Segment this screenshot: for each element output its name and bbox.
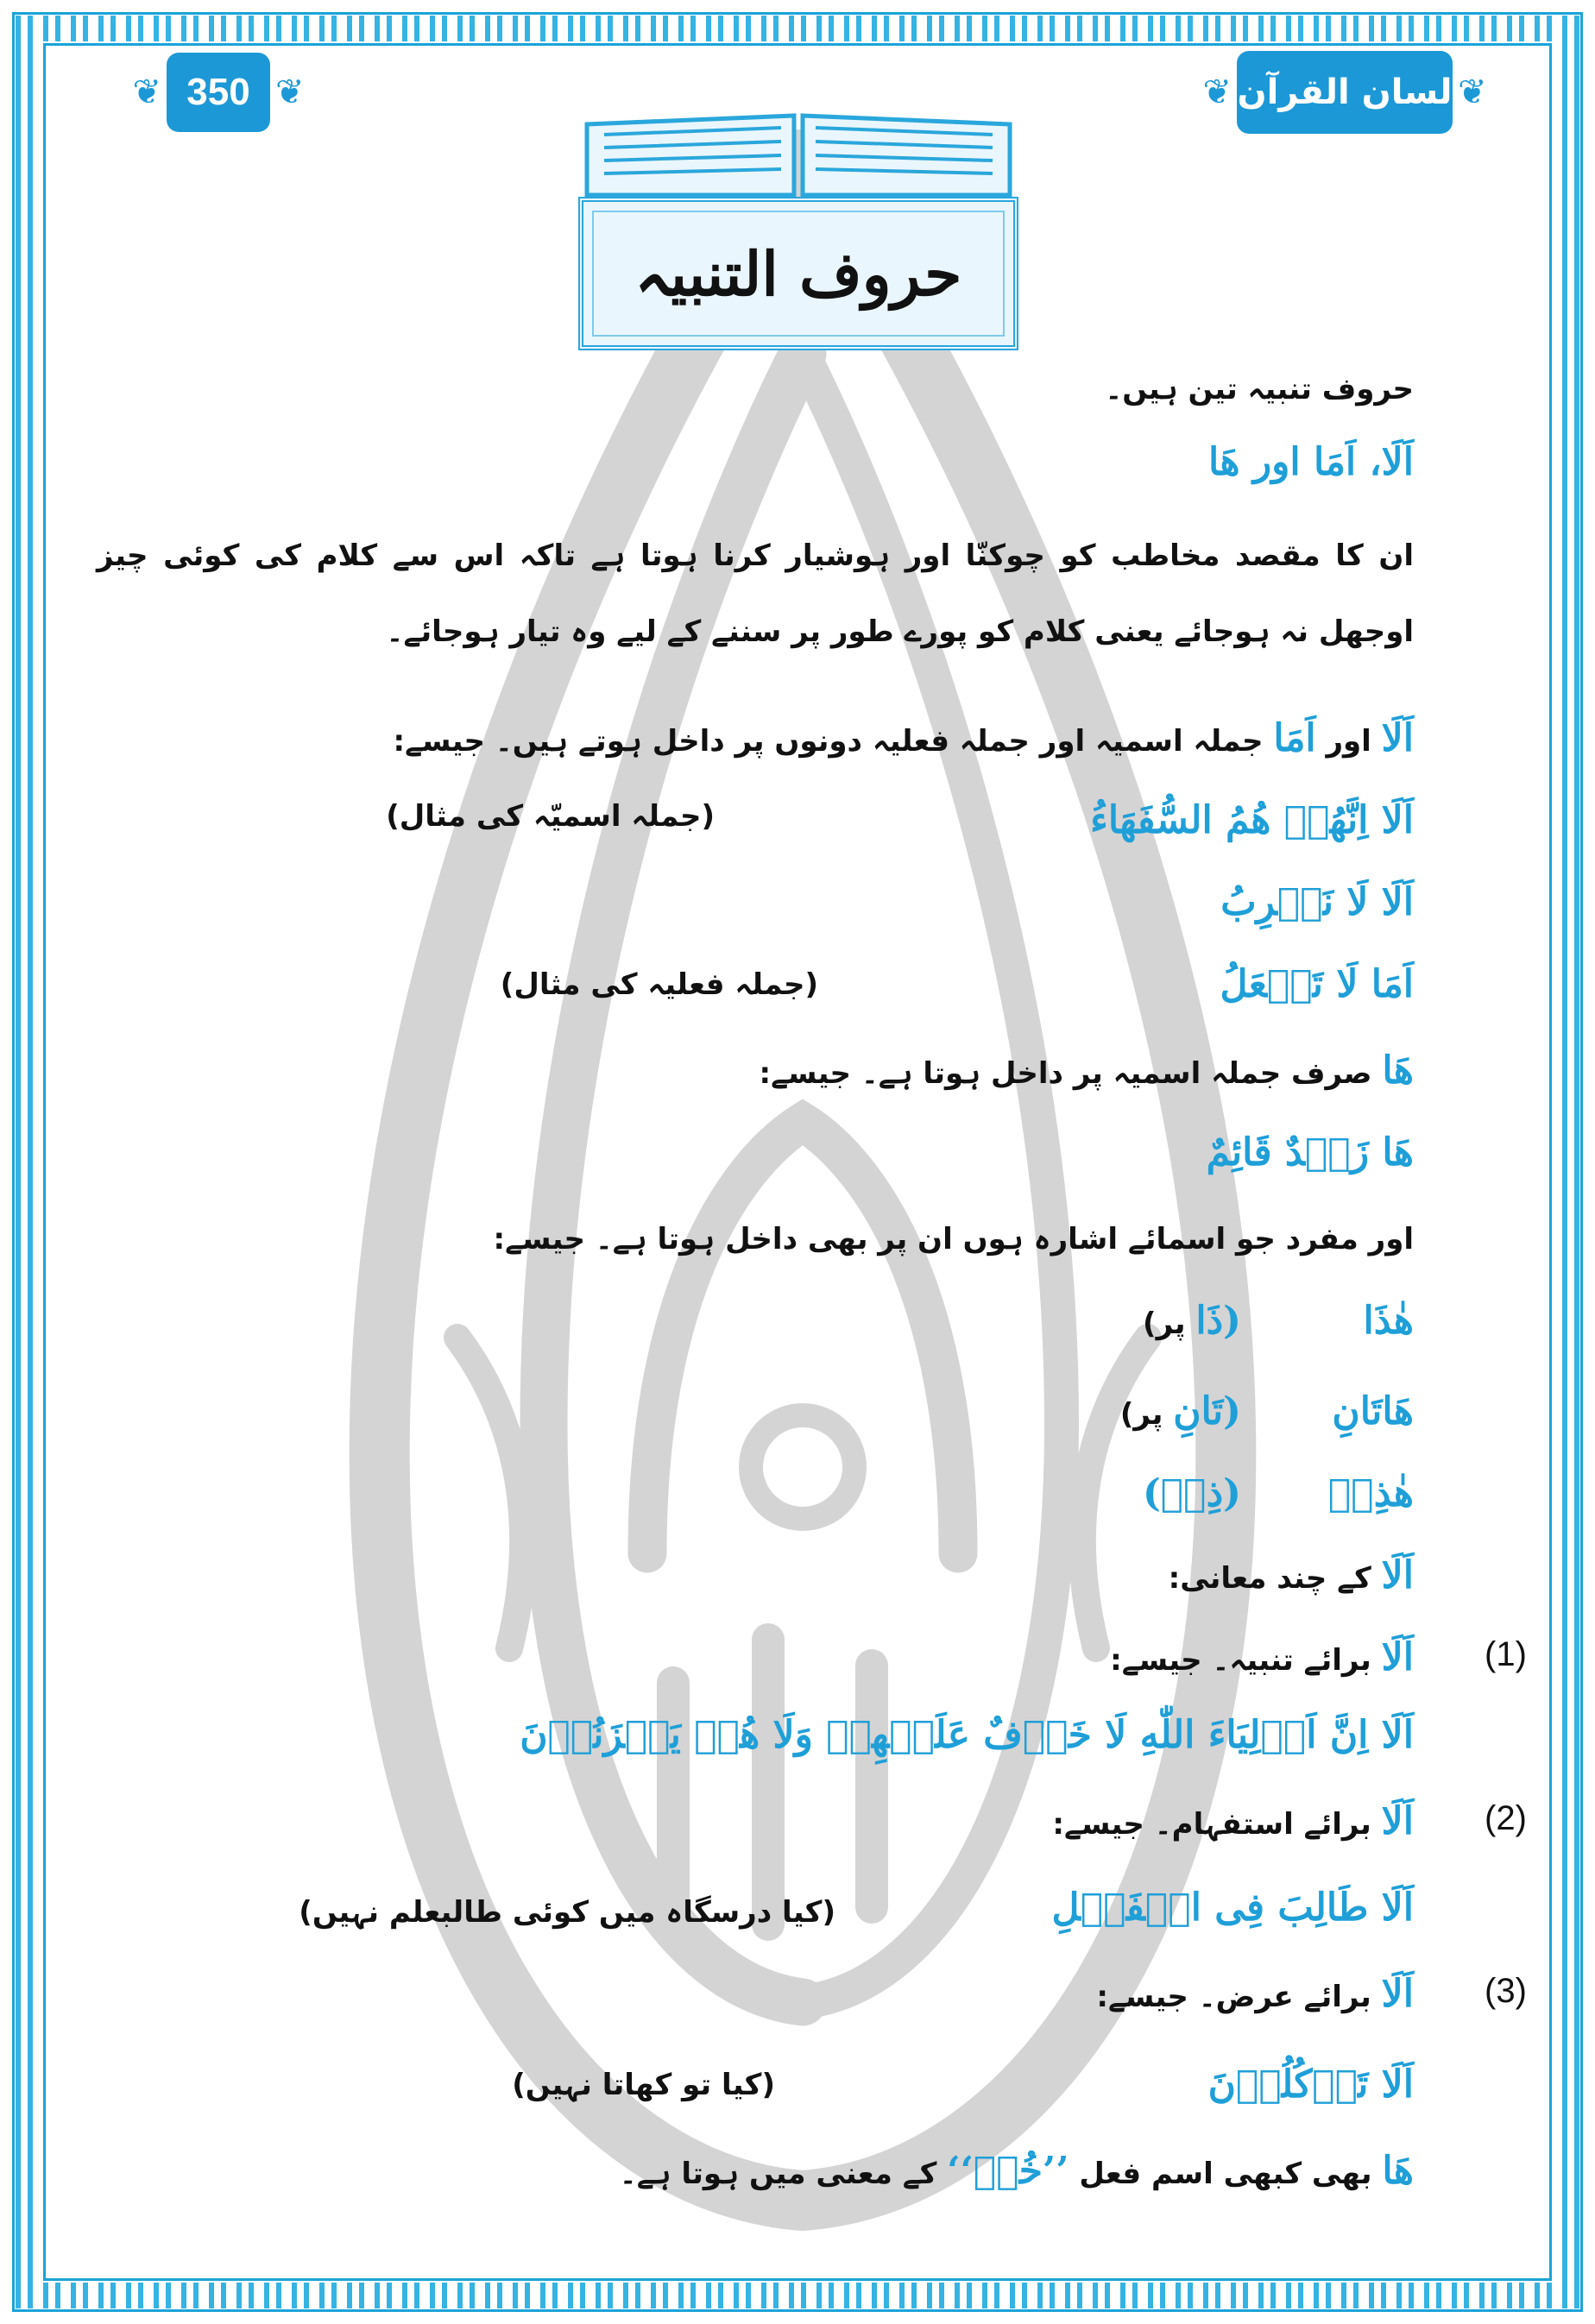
last-line-text2: کے معنی میں ہوتا ہے۔	[619, 2157, 937, 2191]
meaning-word: اَلَا	[1381, 1972, 1414, 2016]
flourish-right-icon: ❦	[1458, 72, 1487, 112]
ama-word: اَمَا	[1273, 716, 1316, 760]
ala-word: اَلَا	[1381, 716, 1414, 760]
demonstrative-example	[1328, 1471, 1414, 1515]
meaning-word: اَلَا	[1381, 1799, 1414, 1843]
example-arabic: اَلَا تَاۡکُلُوۡنَ	[1207, 2063, 1414, 2107]
meaning-text: برائے عرض۔ جیسے:	[1096, 1980, 1371, 2014]
meanings-text: کے چند معانی:	[1168, 1561, 1371, 1596]
demonstrative-base	[1143, 1471, 1241, 1515]
meaning-text: برائے استفہام۔ جیسے:	[1052, 1807, 1371, 1842]
example-note: (جملہ فعلیہ کی مثال)	[500, 967, 818, 1002]
demonstrative-base-word: (ذَا	[1195, 1299, 1241, 1343]
meaning-number: (1)	[1485, 1635, 1527, 1673]
last-line	[620, 2149, 1414, 2193]
letters-heading-text: اَلَا، اَمَا اور هَا	[1207, 440, 1414, 484]
meaning-text: برائے تنبیہ۔ جیسے:	[1110, 1643, 1371, 1678]
open-book-icon	[578, 109, 1018, 204]
example-line	[520, 1713, 1414, 1757]
meaning-number: (2)	[1485, 1799, 1527, 1837]
ha-word: هَا	[1382, 1049, 1414, 1093]
example-arabic: اَلَا لَا نَضۡرِبُ	[1220, 880, 1414, 924]
meaning-line	[1110, 1635, 1414, 1679]
letters-heading	[1208, 440, 1414, 484]
example-line	[1052, 1886, 1414, 1930]
example-line	[1208, 2063, 1414, 2107]
example-note: (جملہ اسمیّہ کی مثال)	[386, 799, 715, 834]
example-line	[1207, 1131, 1414, 1175]
example-note: (کیا تو کھاتا نہیں)	[512, 2068, 775, 2102]
example-arabic: هَا زَیۡدٌ قَائِمٌ	[1206, 1131, 1414, 1175]
example-line	[1220, 880, 1414, 924]
last-line-text1: بھی کبھی اسم فعل	[1079, 2157, 1372, 2191]
demonstrative-base-word: (ذِهٖ)	[1142, 1471, 1241, 1515]
flourish-left-icon: ❦	[132, 72, 161, 112]
chapter-title: حروف التنبیہ	[634, 237, 962, 310]
example-line	[1220, 962, 1414, 1006]
demonstrative-arabic: هٰذَا	[1363, 1299, 1414, 1343]
meaning-word: اَلَا	[1381, 1635, 1414, 1679]
demonstrative-base-word: (تَانِ	[1173, 1389, 1241, 1433]
meanings-line	[1169, 1553, 1414, 1597]
demonstrative-arabic: هٰذِهٖ	[1327, 1471, 1414, 1515]
book-title: لسان القرآن	[1237, 72, 1453, 112]
demonstrative-arabic: هَاتَانِ	[1332, 1389, 1414, 1433]
ha-text: صرف جملہ اسمیہ پر داخل ہوتا ہے۔ جیسے:	[759, 1056, 1372, 1091]
page-number-badge	[102, 48, 335, 136]
demonstrative-example	[1332, 1389, 1414, 1433]
purpose-paragraph: ان کا مقصد مخاطب کو چوکنّا اور ہوشیار کرنا ہوتا ہے تاکہ اس سے کلام کی کوئی چیز اوجھل نہ ہوجائے یعنی کلام کو پورے طور پر سننے کے لیے وہ تیار ہوجائے۔	[97, 538, 1414, 649]
intro-line	[1105, 371, 1414, 406]
example-line	[1090, 798, 1414, 842]
ala-ama-line	[394, 716, 1414, 760]
demonstrative-example	[1363, 1299, 1414, 1343]
meaning-number: (3)	[1485, 1972, 1527, 2010]
example-arabic: اَلَا اِنَّهُمۡ هُمُ السُّفَهَاءُ	[1090, 798, 1414, 842]
example-arabic: اَلَا اِنَّ اَوۡلِیَاءَ اللّٰهِ لَا خَوۡفٌ عَلَیۡهِمۡ وَلَا هُمۡ یَحۡزَنُوۡنَ	[520, 1713, 1414, 1757]
and-word: اور	[1326, 724, 1371, 759]
intro-text: حروف تنبیہ تین ہیں۔	[1105, 372, 1414, 406]
ala-ama-text: جملہ اسمیہ اور جملہ فعلیہ دونوں پر داخل ہوتے ہیں۔ جیسے:	[393, 724, 1264, 759]
flourish-right-icon: ❦	[275, 72, 305, 112]
chapter-title-box	[578, 197, 1018, 350]
meanings-word: اَلَا	[1381, 1553, 1414, 1597]
demonstratives-text: اور مفرد جو اسمائے اشارہ ہوں ان پر بھی داخل ہوتا ہے۔ جیسے:	[493, 1222, 1414, 1256]
meaning-line	[1096, 1972, 1414, 2016]
meaning-line	[1052, 1799, 1414, 1843]
example-arabic: اَمَا لَا تَفۡعَلُ	[1220, 962, 1414, 1006]
demonstrative-base-suffix: پر)	[1119, 1397, 1163, 1432]
demonstrative-base	[1143, 1299, 1241, 1343]
demonstrative-base	[1120, 1389, 1241, 1433]
last-line-word: هَا	[1382, 2149, 1414, 2193]
page-number: 350	[186, 71, 250, 113]
ha-line	[759, 1049, 1414, 1093]
example-note: (کیا درسگاہ میں کوئی طالبعلم نہیں)	[299, 1895, 835, 1930]
flourish-left-icon: ❦	[1202, 72, 1232, 112]
example-arabic: اَلَا طَالِبَ فِی الۡفَصۡلِ	[1051, 1886, 1414, 1930]
book-title-badge	[1163, 48, 1526, 136]
last-line-quoted: ’’خُذۡ‘‘	[947, 2149, 1069, 2193]
demonstratives-line	[494, 1221, 1414, 1256]
demonstrative-base-suffix: پر)	[1143, 1307, 1186, 1341]
